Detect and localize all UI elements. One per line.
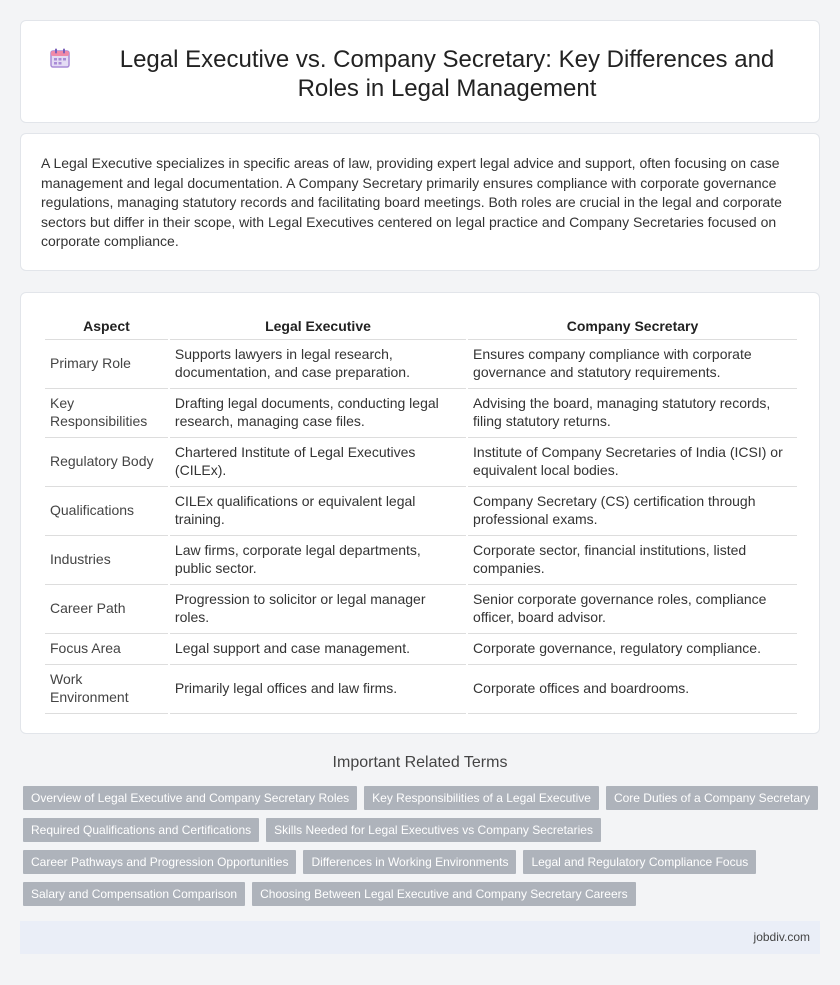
row-aspect: Career Path — [45, 585, 168, 634]
related-term-tag[interactable]: Salary and Compensation Comparison — [23, 882, 245, 906]
header-company-secretary: Company Secretary — [468, 311, 797, 340]
row-legal-executive: Supports lawyers in legal research, documentation, and case preparation. — [170, 340, 466, 389]
related-term-tag[interactable]: Choosing Between Legal Executive and Company Secretary Careers — [252, 882, 636, 906]
row-company-secretary: Corporate sector, financial institutions, listed companies. — [468, 536, 797, 585]
row-company-secretary: Ensures company compliance with corporate governance and statutory requirements. — [468, 340, 797, 389]
related-term-tag[interactable]: Overview of Legal Executive and Company Secretary Roles — [23, 786, 357, 810]
row-aspect: Work Environment — [45, 665, 168, 714]
row-legal-executive: Chartered Institute of Legal Executives (CILEx). — [170, 438, 466, 487]
calendar-icon — [49, 47, 71, 69]
row-legal-executive: Drafting legal documents, conducting legal research, managing case files. — [170, 389, 466, 438]
row-company-secretary: Corporate offices and boardrooms. — [468, 665, 797, 714]
related-term-tag[interactable]: Core Duties of a Company Secretary — [606, 786, 818, 810]
related-terms-tags — [23, 786, 823, 906]
related-term-tag[interactable]: Key Responsibilities of a Legal Executive — [364, 786, 599, 810]
related-terms-title: Important Related Terms — [332, 754, 508, 771]
table-header-row — [45, 311, 797, 340]
table-row — [45, 665, 797, 714]
table-row — [45, 389, 797, 438]
related-term-tag[interactable]: Required Qualifications and Certifications — [23, 818, 259, 842]
row-legal-executive: CILEx qualifications or equivalent legal training. — [170, 487, 466, 536]
related-term-tag[interactable]: Differences in Working Environments — [303, 850, 516, 874]
row-aspect: Qualifications — [45, 487, 168, 536]
row-company-secretary: Company Secretary (CS) certification through professional exams. — [468, 487, 797, 536]
comparison-table-card — [20, 292, 820, 734]
intro-card — [20, 133, 820, 271]
related-term-tag[interactable]: Skills Needed for Legal Executives vs Company Secretaries — [266, 818, 601, 842]
footer — [20, 921, 820, 954]
row-aspect: Key Responsibilities — [45, 389, 168, 438]
row-company-secretary: Institute of Company Secretaries of India (ICSI) or equivalent local bodies. — [468, 438, 797, 487]
table-row — [45, 340, 797, 389]
related-term-tag[interactable]: Legal and Regulatory Compliance Focus — [523, 850, 756, 874]
row-legal-executive: Progression to solicitor or legal manager roles. — [170, 585, 466, 634]
row-legal-executive: Legal support and case management. — [170, 634, 466, 665]
row-legal-executive: Law firms, corporate legal departments, public sector. — [170, 536, 466, 585]
table-row — [45, 438, 797, 487]
header-aspect: Aspect — [45, 311, 168, 340]
table-row — [45, 634, 797, 665]
row-aspect: Focus Area — [45, 634, 168, 665]
row-legal-executive: Primarily legal offices and law firms. — [170, 665, 466, 714]
row-company-secretary: Advising the board, managing statutory records, filing statutory returns. — [468, 389, 797, 438]
header-card — [20, 20, 820, 123]
row-aspect: Industries — [45, 536, 168, 585]
row-aspect: Primary Role — [45, 340, 168, 389]
table-row — [45, 536, 797, 585]
table-row — [45, 585, 797, 634]
row-company-secretary: Corporate governance, regulatory compliance. — [468, 634, 797, 665]
row-company-secretary: Senior corporate governance roles, compliance officer, board advisor. — [468, 585, 797, 634]
table-row — [45, 487, 797, 536]
page-title: Legal Executive vs. Company Secretary: Key Differences and Roles in Legal Management — [119, 46, 775, 102]
row-aspect: Regulatory Body — [45, 438, 168, 487]
comparison-table — [43, 311, 799, 714]
intro-paragraph: A Legal Executive specializes in specific areas of law, providing expert legal advice and support, often focusing on case management and legal documentation. A Company Secretary primarily ensures compliance with corporate governance regulations, managing statutory records and facilitating board meetings. Both roles are crucial in the legal and corporate sectors but differ in their scope, with Legal Executives centered on legal practice and Company Secretaries focused on corporate compliance. — [41, 155, 782, 250]
footer-site-link[interactable]: jobdiv.com — [753, 930, 810, 944]
related-term-tag[interactable]: Career Pathways and Progression Opportunities — [23, 850, 296, 874]
header-legal-executive: Legal Executive — [170, 311, 466, 340]
